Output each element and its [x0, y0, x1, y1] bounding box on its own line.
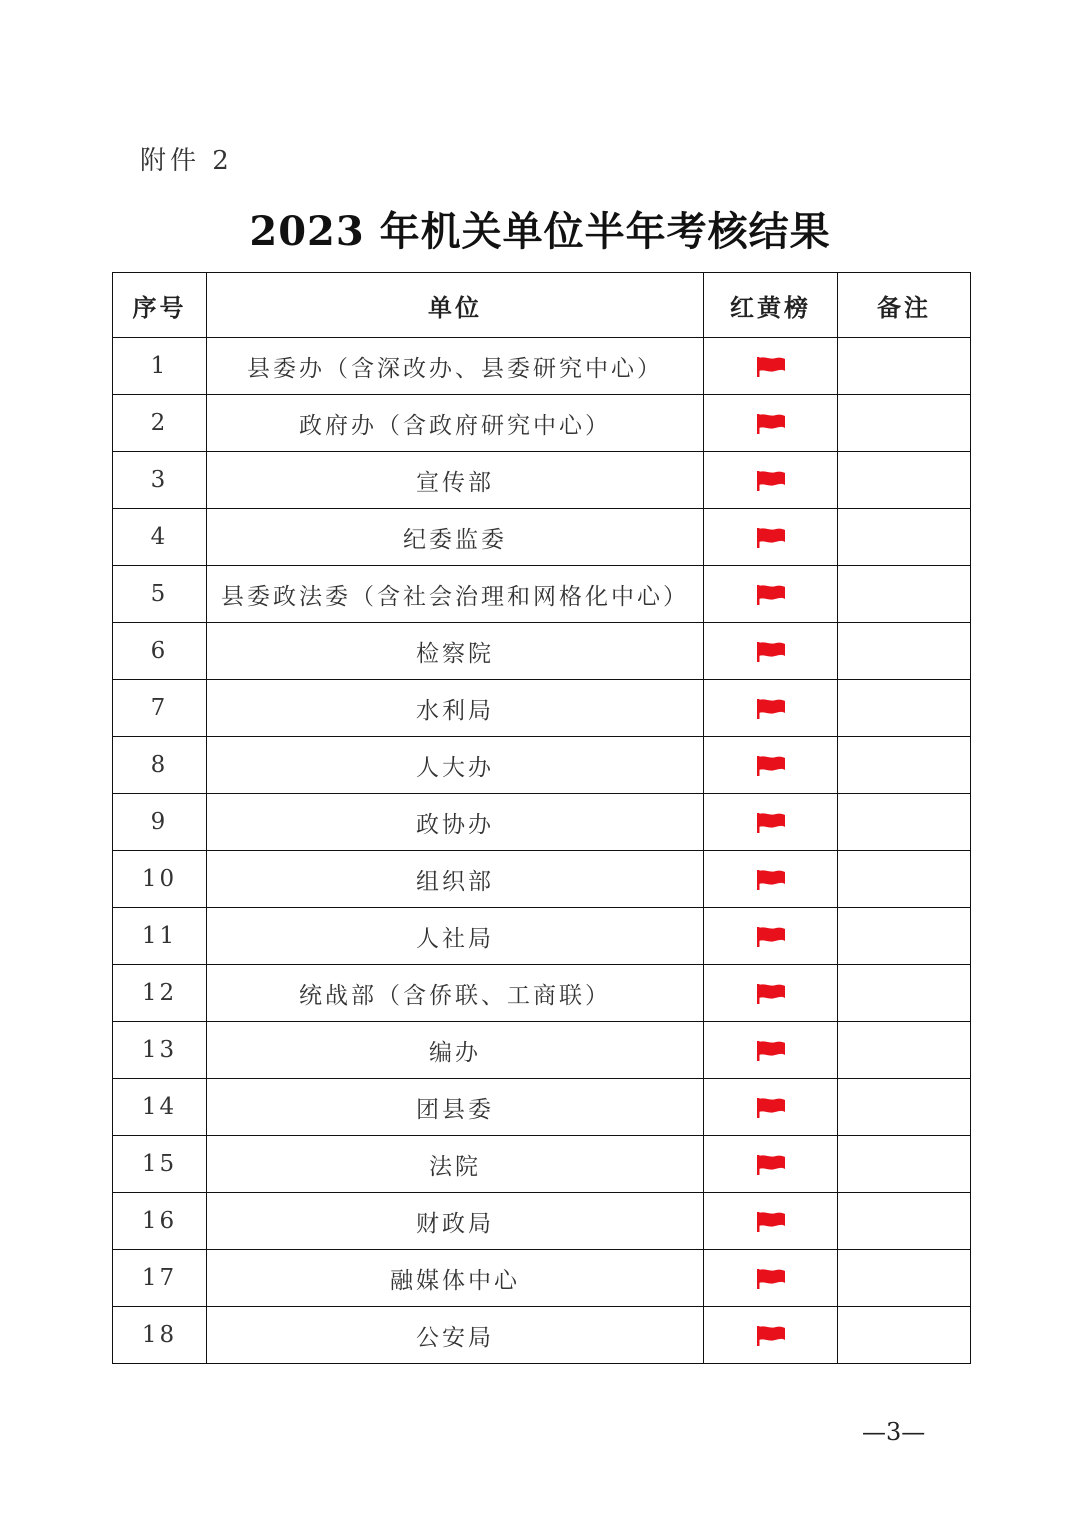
red-flag-icon: [756, 1268, 786, 1290]
row-ranking: [704, 908, 838, 965]
page-number: —3—: [862, 1418, 926, 1446]
row-index: 10: [113, 851, 207, 908]
table-header-row: [113, 273, 971, 338]
row-index: 4: [113, 509, 207, 566]
red-flag-icon: [756, 926, 786, 948]
row-remarks: [838, 338, 971, 395]
table-row: [113, 623, 971, 680]
header-unit: 单位: [207, 273, 704, 338]
table-row: [113, 1136, 971, 1193]
row-remarks: [838, 851, 971, 908]
row-index: 7: [113, 680, 207, 737]
row-remarks: [838, 965, 971, 1022]
red-flag-icon: [756, 1211, 786, 1233]
table-row: [113, 680, 971, 737]
row-ranking: [704, 1022, 838, 1079]
row-index: 12: [113, 965, 207, 1022]
row-remarks: [838, 794, 971, 851]
row-ranking: [704, 1136, 838, 1193]
row-ranking: [704, 851, 838, 908]
row-ranking: [704, 338, 838, 395]
row-unit: 法院: [207, 1136, 704, 1193]
row-index: 13: [113, 1022, 207, 1079]
row-ranking: [704, 1193, 838, 1250]
row-remarks: [838, 452, 971, 509]
row-ranking: [704, 965, 838, 1022]
table-row: [113, 965, 971, 1022]
row-unit: 水利局: [207, 680, 704, 737]
row-index: 6: [113, 623, 207, 680]
row-ranking: [704, 509, 838, 566]
row-index: 9: [113, 794, 207, 851]
table-row: [113, 908, 971, 965]
red-flag-icon: [756, 755, 786, 777]
row-unit: 宣传部: [207, 452, 704, 509]
red-flag-icon: [756, 356, 786, 378]
red-flag-icon: [756, 527, 786, 549]
header-index: 序号: [113, 273, 207, 338]
row-unit: 团县委: [207, 1079, 704, 1136]
row-remarks: [838, 395, 971, 452]
row-unit: 纪委监委: [207, 509, 704, 566]
document-title: 2023 年机关单位半年考核结果: [249, 208, 831, 255]
row-ranking: [704, 680, 838, 737]
table-row: [113, 566, 971, 623]
row-unit: 政府办（含政府研究中心）: [207, 395, 704, 452]
row-ranking: [704, 1250, 838, 1307]
row-remarks: [838, 566, 971, 623]
row-unit: 组织部: [207, 851, 704, 908]
row-index: 8: [113, 737, 207, 794]
red-flag-icon: [756, 1325, 786, 1347]
row-remarks: [838, 1250, 971, 1307]
row-index: 3: [113, 452, 207, 509]
table-row: [113, 395, 971, 452]
red-flag-icon: [756, 1040, 786, 1062]
row-unit: 财政局: [207, 1193, 704, 1250]
row-index: 16: [113, 1193, 207, 1250]
row-index: 2: [113, 395, 207, 452]
red-flag-icon: [756, 641, 786, 663]
table-body: [113, 338, 971, 1364]
row-remarks: [838, 623, 971, 680]
row-index: 17: [113, 1250, 207, 1307]
row-unit: 统战部（含侨联、工商联）: [207, 965, 704, 1022]
row-ranking: [704, 794, 838, 851]
row-ranking: [704, 1307, 838, 1364]
attachment-label: 附件 2: [140, 146, 233, 176]
row-remarks: [838, 1022, 971, 1079]
row-unit: 编办: [207, 1022, 704, 1079]
table-row: [113, 1022, 971, 1079]
table-row: [113, 1193, 971, 1250]
row-index: 5: [113, 566, 207, 623]
red-flag-icon: [756, 413, 786, 435]
results-table: [112, 272, 971, 1364]
row-index: 1: [113, 338, 207, 395]
row-unit: 政协办: [207, 794, 704, 851]
table-row: [113, 794, 971, 851]
table-row: [113, 452, 971, 509]
row-remarks: [838, 1079, 971, 1136]
red-flag-icon: [756, 584, 786, 606]
row-remarks: [838, 509, 971, 566]
row-unit: 县委办（含深改办、县委研究中心）: [207, 338, 704, 395]
red-flag-icon: [756, 470, 786, 492]
row-ranking: [704, 737, 838, 794]
row-remarks: [838, 1307, 971, 1364]
red-flag-icon: [756, 1097, 786, 1119]
row-index: 18: [113, 1307, 207, 1364]
table-row: [113, 737, 971, 794]
row-ranking: [704, 623, 838, 680]
row-ranking: [704, 452, 838, 509]
row-ranking: [704, 566, 838, 623]
row-remarks: [838, 1136, 971, 1193]
row-remarks: [838, 680, 971, 737]
table-row: [113, 1079, 971, 1136]
row-ranking: [704, 395, 838, 452]
row-ranking: [704, 1079, 838, 1136]
row-unit: 人社局: [207, 908, 704, 965]
table-row: [113, 1307, 971, 1364]
header-remarks: 备注: [838, 273, 971, 338]
row-unit: 检察院: [207, 623, 704, 680]
table-row: [113, 509, 971, 566]
row-unit: 融媒体中心: [207, 1250, 704, 1307]
row-unit: 县委政法委（含社会治理和网格化中心）: [207, 566, 704, 623]
row-unit: 人大办: [207, 737, 704, 794]
red-flag-icon: [756, 812, 786, 834]
row-unit: 公安局: [207, 1307, 704, 1364]
row-index: 11: [113, 908, 207, 965]
table-row: [113, 851, 971, 908]
row-remarks: [838, 908, 971, 965]
table-row: [113, 338, 971, 395]
row-index: 14: [113, 1079, 207, 1136]
row-remarks: [838, 737, 971, 794]
row-index: 15: [113, 1136, 207, 1193]
red-flag-icon: [756, 1154, 786, 1176]
red-flag-icon: [756, 869, 786, 891]
table-row: [113, 1250, 971, 1307]
header-ranking: 红黄榜: [704, 273, 838, 338]
red-flag-icon: [756, 983, 786, 1005]
row-remarks: [838, 1193, 971, 1250]
red-flag-icon: [756, 698, 786, 720]
